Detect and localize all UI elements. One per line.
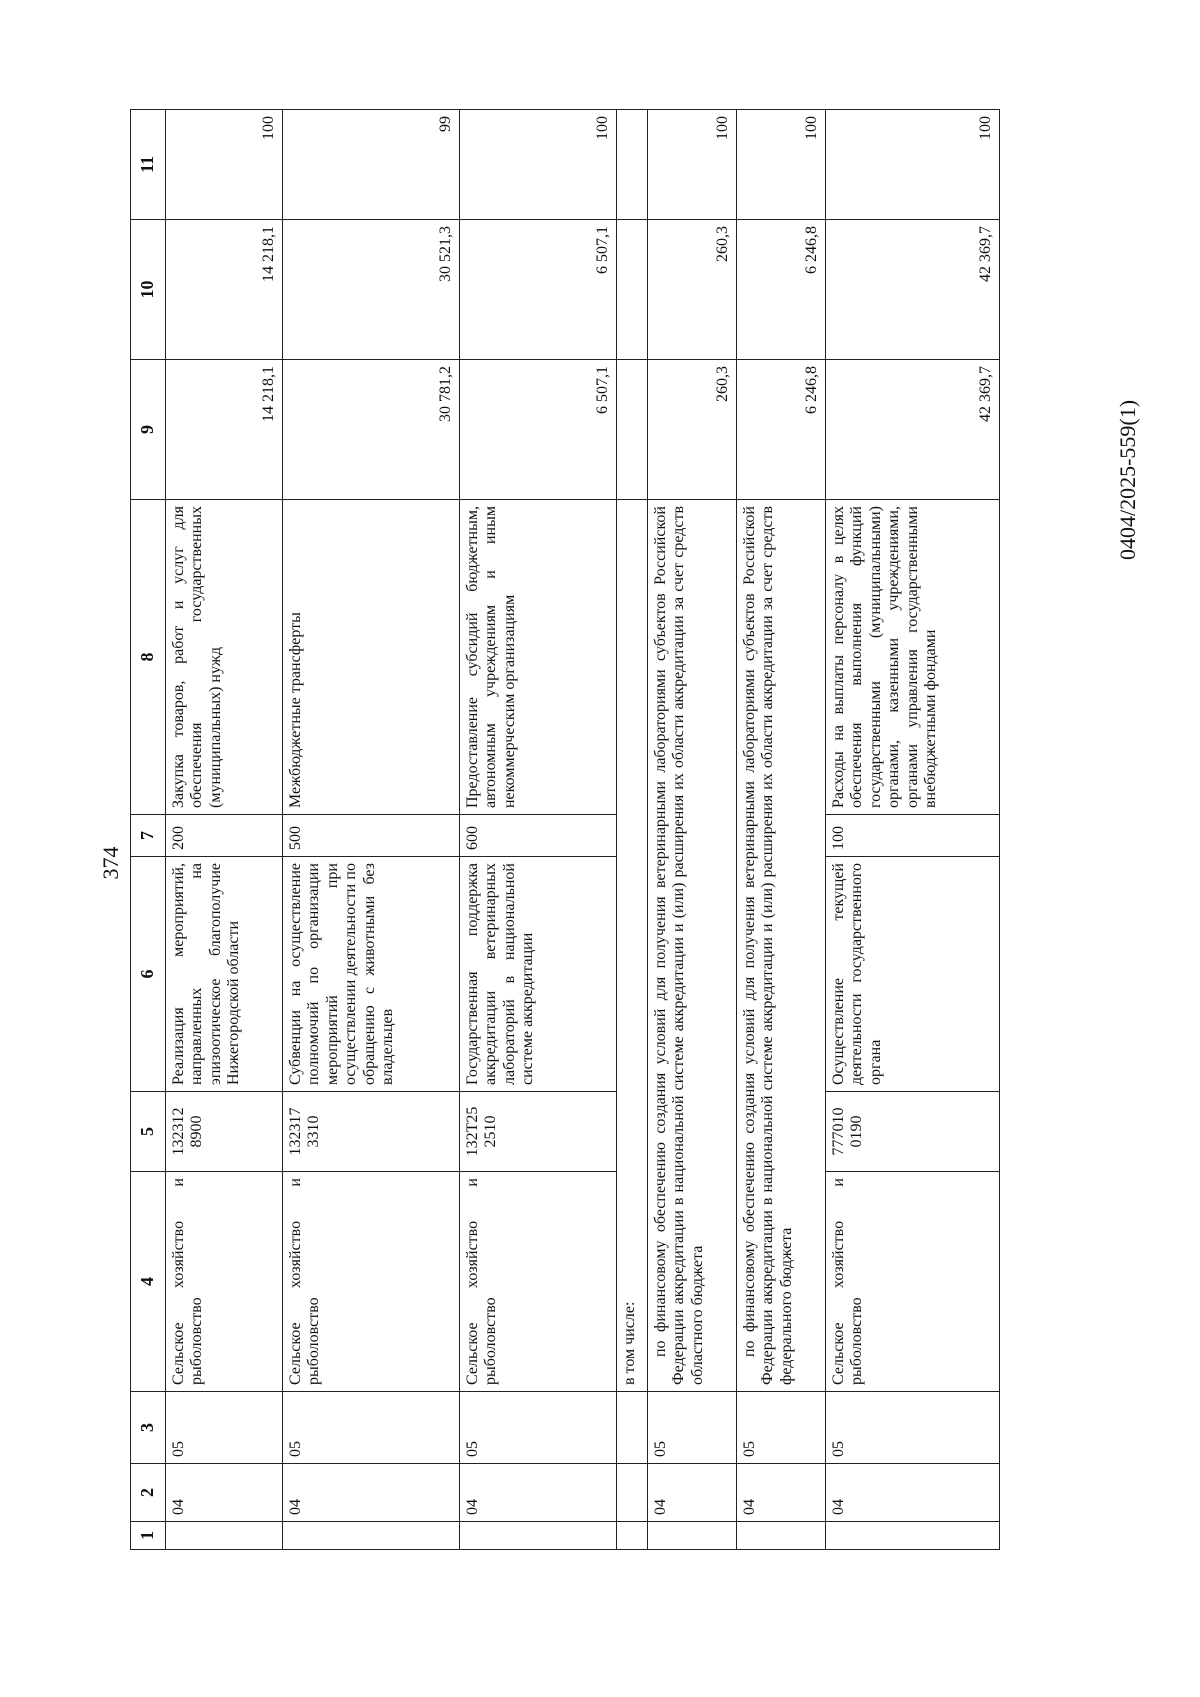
cell-empty xyxy=(460,1522,617,1550)
document-code xyxy=(1108,270,1148,690)
budget-table xyxy=(130,109,1000,1550)
cell-actual: 42 369,7 xyxy=(826,220,1000,360)
cell-sub-description: по финансовому обеспечению создания условий для получения ветеринарными лабораториями субъектов Российской Федерации аккредитации в национальной системе аккредитации и (или) расширения их области аккредитации за счет средств федерального бюджета xyxy=(737,500,826,1392)
cell-empty xyxy=(617,220,648,360)
cell-plan: 6 507,1 xyxy=(460,360,617,500)
cell-empty xyxy=(826,1522,1000,1550)
cell-empty xyxy=(617,1522,648,1550)
document-code-text: 0404/2025-559(1) xyxy=(1115,399,1140,561)
cell-section: 04 xyxy=(460,1464,617,1522)
including-label: в том числе: xyxy=(617,500,648,1392)
cell-section-name: Сельское хозяйство и рыболовство xyxy=(283,1172,460,1392)
cell-percent: 100 xyxy=(648,110,737,220)
cell-target-code: 132312 8900 xyxy=(166,1092,283,1172)
cell-plan: 30 781,2 xyxy=(283,360,460,500)
cell-target-name: Осуществление текущей деятельности государственного органа xyxy=(826,857,1000,1092)
table-row xyxy=(283,110,460,1550)
col-header: 9 xyxy=(131,360,166,500)
cell-subsection: 05 xyxy=(826,1392,1000,1464)
page-number: 374 xyxy=(98,846,123,880)
col-header: 8 xyxy=(131,500,166,815)
cell-target-name: Реализация мероприятий, направленных на эпизоотическое благополучие Нижегородской области xyxy=(166,857,283,1092)
cell-actual: 14 218,1 xyxy=(166,220,283,360)
cell-expense-type: 600 xyxy=(460,815,617,857)
cell-percent: 99 xyxy=(283,110,460,220)
cell-target-code: 132317 3310 xyxy=(283,1092,460,1172)
cell-section: 04 xyxy=(283,1464,460,1522)
cell-expense-type: 100 xyxy=(826,815,1000,857)
cell-target-name: Субвенции на осуществление полномочий по организации мероприятий при осуществлении деятельности по обращению с животными без владельцев xyxy=(283,857,460,1092)
col-header: 1 xyxy=(131,1522,166,1550)
cell-section-name: Сельское хозяйство и рыболовство xyxy=(826,1172,1000,1392)
cell-section: 04 xyxy=(166,1464,283,1522)
cell-percent: 100 xyxy=(166,110,283,220)
col-header: 10 xyxy=(131,220,166,360)
table-row xyxy=(460,110,617,1550)
cell-empty xyxy=(617,1392,648,1464)
cell-sub-description: по финансовому обеспечению создания условий для получения ветеринарными лабораториями субъектов Российской Федерации аккредитации в национальной системе аккредитации и (или) расширения их области аккредитации за счет средств областного бюджета xyxy=(648,500,737,1392)
cell-empty xyxy=(737,1522,826,1550)
cell-percent: 100 xyxy=(737,110,826,220)
cell-subsection: 05 xyxy=(166,1392,283,1464)
cell-target-code: 777010 0190 xyxy=(826,1092,1000,1172)
cell-section-name: Сельское хозяйство и рыболовство xyxy=(166,1172,283,1392)
budget-table-sheet xyxy=(130,110,994,1550)
table-row xyxy=(826,110,1000,1550)
col-header: 11 xyxy=(131,110,166,220)
col-header: 3 xyxy=(131,1392,166,1464)
col-header: 5 xyxy=(131,1092,166,1172)
cell-subsection: 05 xyxy=(283,1392,460,1464)
col-header: 2 xyxy=(131,1464,166,1522)
cell-subsection: 05 xyxy=(648,1392,737,1464)
cell-actual: 6 246,8 xyxy=(737,220,826,360)
cell-section: 04 xyxy=(648,1464,737,1522)
cell-percent: 100 xyxy=(826,110,1000,220)
cell-expense-name: Межбюджетные трансферты xyxy=(283,500,460,815)
cell-target-code: 132Т25 2510 xyxy=(460,1092,617,1172)
cell-empty xyxy=(648,1522,737,1550)
cell-section: 04 xyxy=(737,1464,826,1522)
cell-actual: 6 507,1 xyxy=(460,220,617,360)
col-header: 7 xyxy=(131,815,166,857)
cell-expense-name: Расходы на выплаты персоналу в целях обеспечения выполнения функций государственными (муниципальными) органами, казенными учреждениями, органами управления государственными внебюджетными фондами xyxy=(826,500,1000,815)
cell-subsection: 05 xyxy=(460,1392,617,1464)
cell-plan: 6 246,8 xyxy=(737,360,826,500)
col-header: 4 xyxy=(131,1172,166,1392)
cell-actual: 260,3 xyxy=(648,220,737,360)
cell-plan: 260,3 xyxy=(648,360,737,500)
cell-section: 04 xyxy=(826,1464,1000,1522)
cell-expense-name: Закупка товаров, работ и услуг для обеспечения государственных (муниципальных) нужд xyxy=(166,500,283,815)
cell-expense-type: 200 xyxy=(166,815,283,857)
cell-empty xyxy=(617,1464,648,1522)
cell-empty xyxy=(617,360,648,500)
table-row xyxy=(737,110,826,1550)
cell-actual: 30 521,3 xyxy=(283,220,460,360)
cell-plan: 42 369,7 xyxy=(826,360,1000,500)
cell-expense-type: 500 xyxy=(283,815,460,857)
cell-expense-name: Предоставление субсидий бюджетным, автономным учреждениям и иным некоммерческим организациям xyxy=(460,500,617,815)
cell-empty xyxy=(617,110,648,220)
cell-percent: 100 xyxy=(460,110,617,220)
cell-target-name: Государственная поддержка аккредитации ветеринарных лабораторий в национальной системе аккредитации xyxy=(460,857,617,1092)
col-header: 6 xyxy=(131,857,166,1092)
cell-empty xyxy=(166,1522,283,1550)
column-number-row xyxy=(131,110,166,1550)
cell-section-name: Сельское хозяйство и рыболовство xyxy=(460,1172,617,1392)
table-row xyxy=(166,110,283,1550)
cell-empty xyxy=(283,1522,460,1550)
table-row xyxy=(648,110,737,1550)
cell-plan: 14 218,1 xyxy=(166,360,283,500)
cell-subsection: 05 xyxy=(737,1392,826,1464)
table-row-including xyxy=(617,110,648,1550)
